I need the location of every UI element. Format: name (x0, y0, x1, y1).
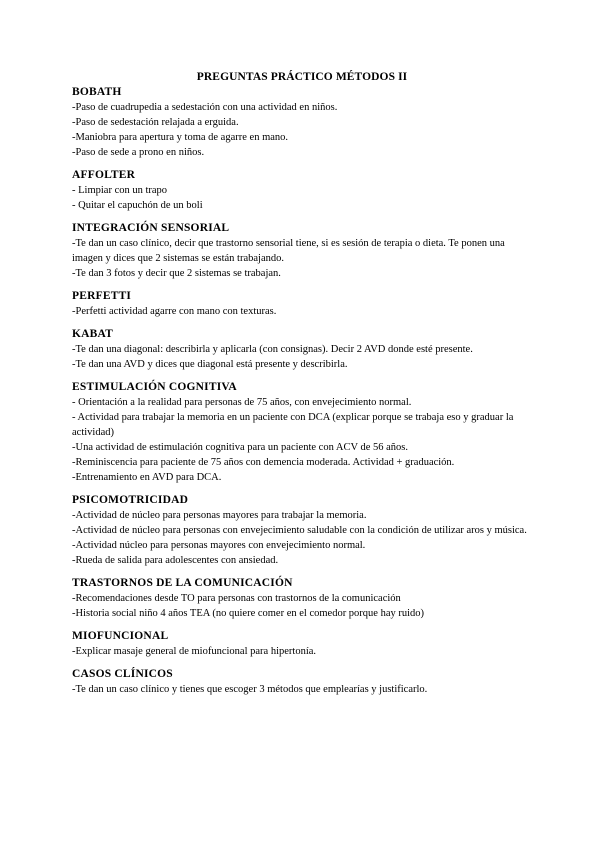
section-item-list (72, 682, 532, 697)
section (72, 493, 532, 568)
section-item-list (72, 236, 532, 281)
section-heading: MIOFUNCIONAL (72, 630, 169, 642)
list-item: -Te dan una diagonal: describirla y aplicarla (con consignas). Decir 2 AVD donde esté presente. (72, 344, 473, 355)
section (72, 576, 532, 621)
list-item: -Actividad de núcleo para personas mayores para trabajar la memoria. (72, 510, 367, 521)
section-heading: AFFOLTER (72, 169, 136, 181)
section-item-list (72, 304, 532, 319)
section-heading: PERFETTI (72, 290, 132, 302)
list-item: -Historia social niño 4 años TEA (no quiere comer en el comedor porque hay ruido) (72, 608, 425, 619)
section (72, 629, 532, 659)
section (72, 85, 532, 160)
section-heading: ESTIMULACIÓN COGNITIVA (72, 381, 237, 393)
list-item: -Maniobra para apertura y toma de agarre en mano. (72, 132, 289, 143)
section (72, 327, 532, 372)
list-item: -Paso de sedestación relajada a erguida. (72, 117, 239, 128)
section (72, 221, 532, 281)
section-heading: INTEGRACIÓN SENSORIAL (72, 222, 230, 234)
list-item: -Te dan un caso clínico, decir que trastorno sensorial tiene, si es sesión de terapia o dieta. Te ponen una imagen y dices que 2 sistemas se están trabajando. (72, 238, 505, 264)
section-heading: TRASTORNOS DE LA COMUNICACIÓN (72, 577, 293, 589)
list-item: -Te dan una AVD y dices que diagonal está presente y describirla. (72, 359, 348, 370)
section-heading: BOBATH (72, 86, 122, 98)
section-item-list (72, 644, 532, 659)
sections-container (72, 85, 532, 697)
list-item: -Explicar masaje general de miofuncional para hipertonía. (72, 646, 317, 657)
list-item: -Una actividad de estimulación cognitiva para un paciente con ACV de 56 años. (72, 442, 408, 453)
section-item-list (72, 100, 532, 160)
section-item-list (72, 183, 532, 213)
section (72, 168, 532, 213)
section-heading: KABAT (72, 328, 114, 340)
list-item: -Paso de sede a prono en niños. (72, 147, 205, 158)
list-item: -Rueda de salida para adolescentes con ansiedad. (72, 555, 279, 566)
list-item: -Recomendaciones desde TO para personas con trastornos de la comunicación (72, 593, 401, 604)
section (72, 667, 532, 697)
section-item-list (72, 342, 532, 372)
section-item-list (72, 508, 532, 568)
list-item: - Orientación a la realidad para personas de 75 años, con envejecimiento normal. (72, 397, 412, 408)
list-item: - Quitar el capuchón de un boli (72, 200, 203, 211)
list-item: - Limpiar con un trapo (72, 185, 168, 196)
list-item: -Paso de cuadrupedia a sedestación con una actividad en niños. (72, 102, 338, 113)
section-item-list (72, 395, 532, 485)
list-item: -Te dan 3 fotos y decir que 2 sistemas se trabajan. (72, 268, 281, 279)
section (72, 289, 532, 319)
section-heading: PSICOMOTRICIDAD (72, 494, 189, 506)
list-item: -Reminiscencia para paciente de 75 años con demencia moderada. Actividad + graduación. (72, 457, 455, 468)
section (72, 380, 532, 485)
list-item: -Perfetti actividad agarre con mano con texturas. (72, 306, 277, 317)
document-title: PREGUNTAS PRÁCTICO MÉTODOS II (196, 71, 408, 83)
list-item: -Actividad de núcleo para personas con envejecimiento saludable con la condición de utilizar aros y música. (72, 525, 527, 536)
document-page (72, 70, 532, 705)
list-item: - Actividad para trabajar la memoria en un paciente con DCA (explicar porque se trabaja eso y graduar la actividad) (72, 412, 514, 438)
section-item-list (72, 591, 532, 621)
section-heading: CASOS CLÍNICOS (72, 668, 173, 680)
list-item: -Te dan un caso clínico y tienes que escoger 3 métodos que emplearías y justificarlo. (72, 684, 428, 695)
list-item: -Entrenamiento en AVD para DCA. (72, 472, 222, 483)
list-item: -Actividad núcleo para personas mayores con envejecimiento normal. (72, 540, 366, 551)
